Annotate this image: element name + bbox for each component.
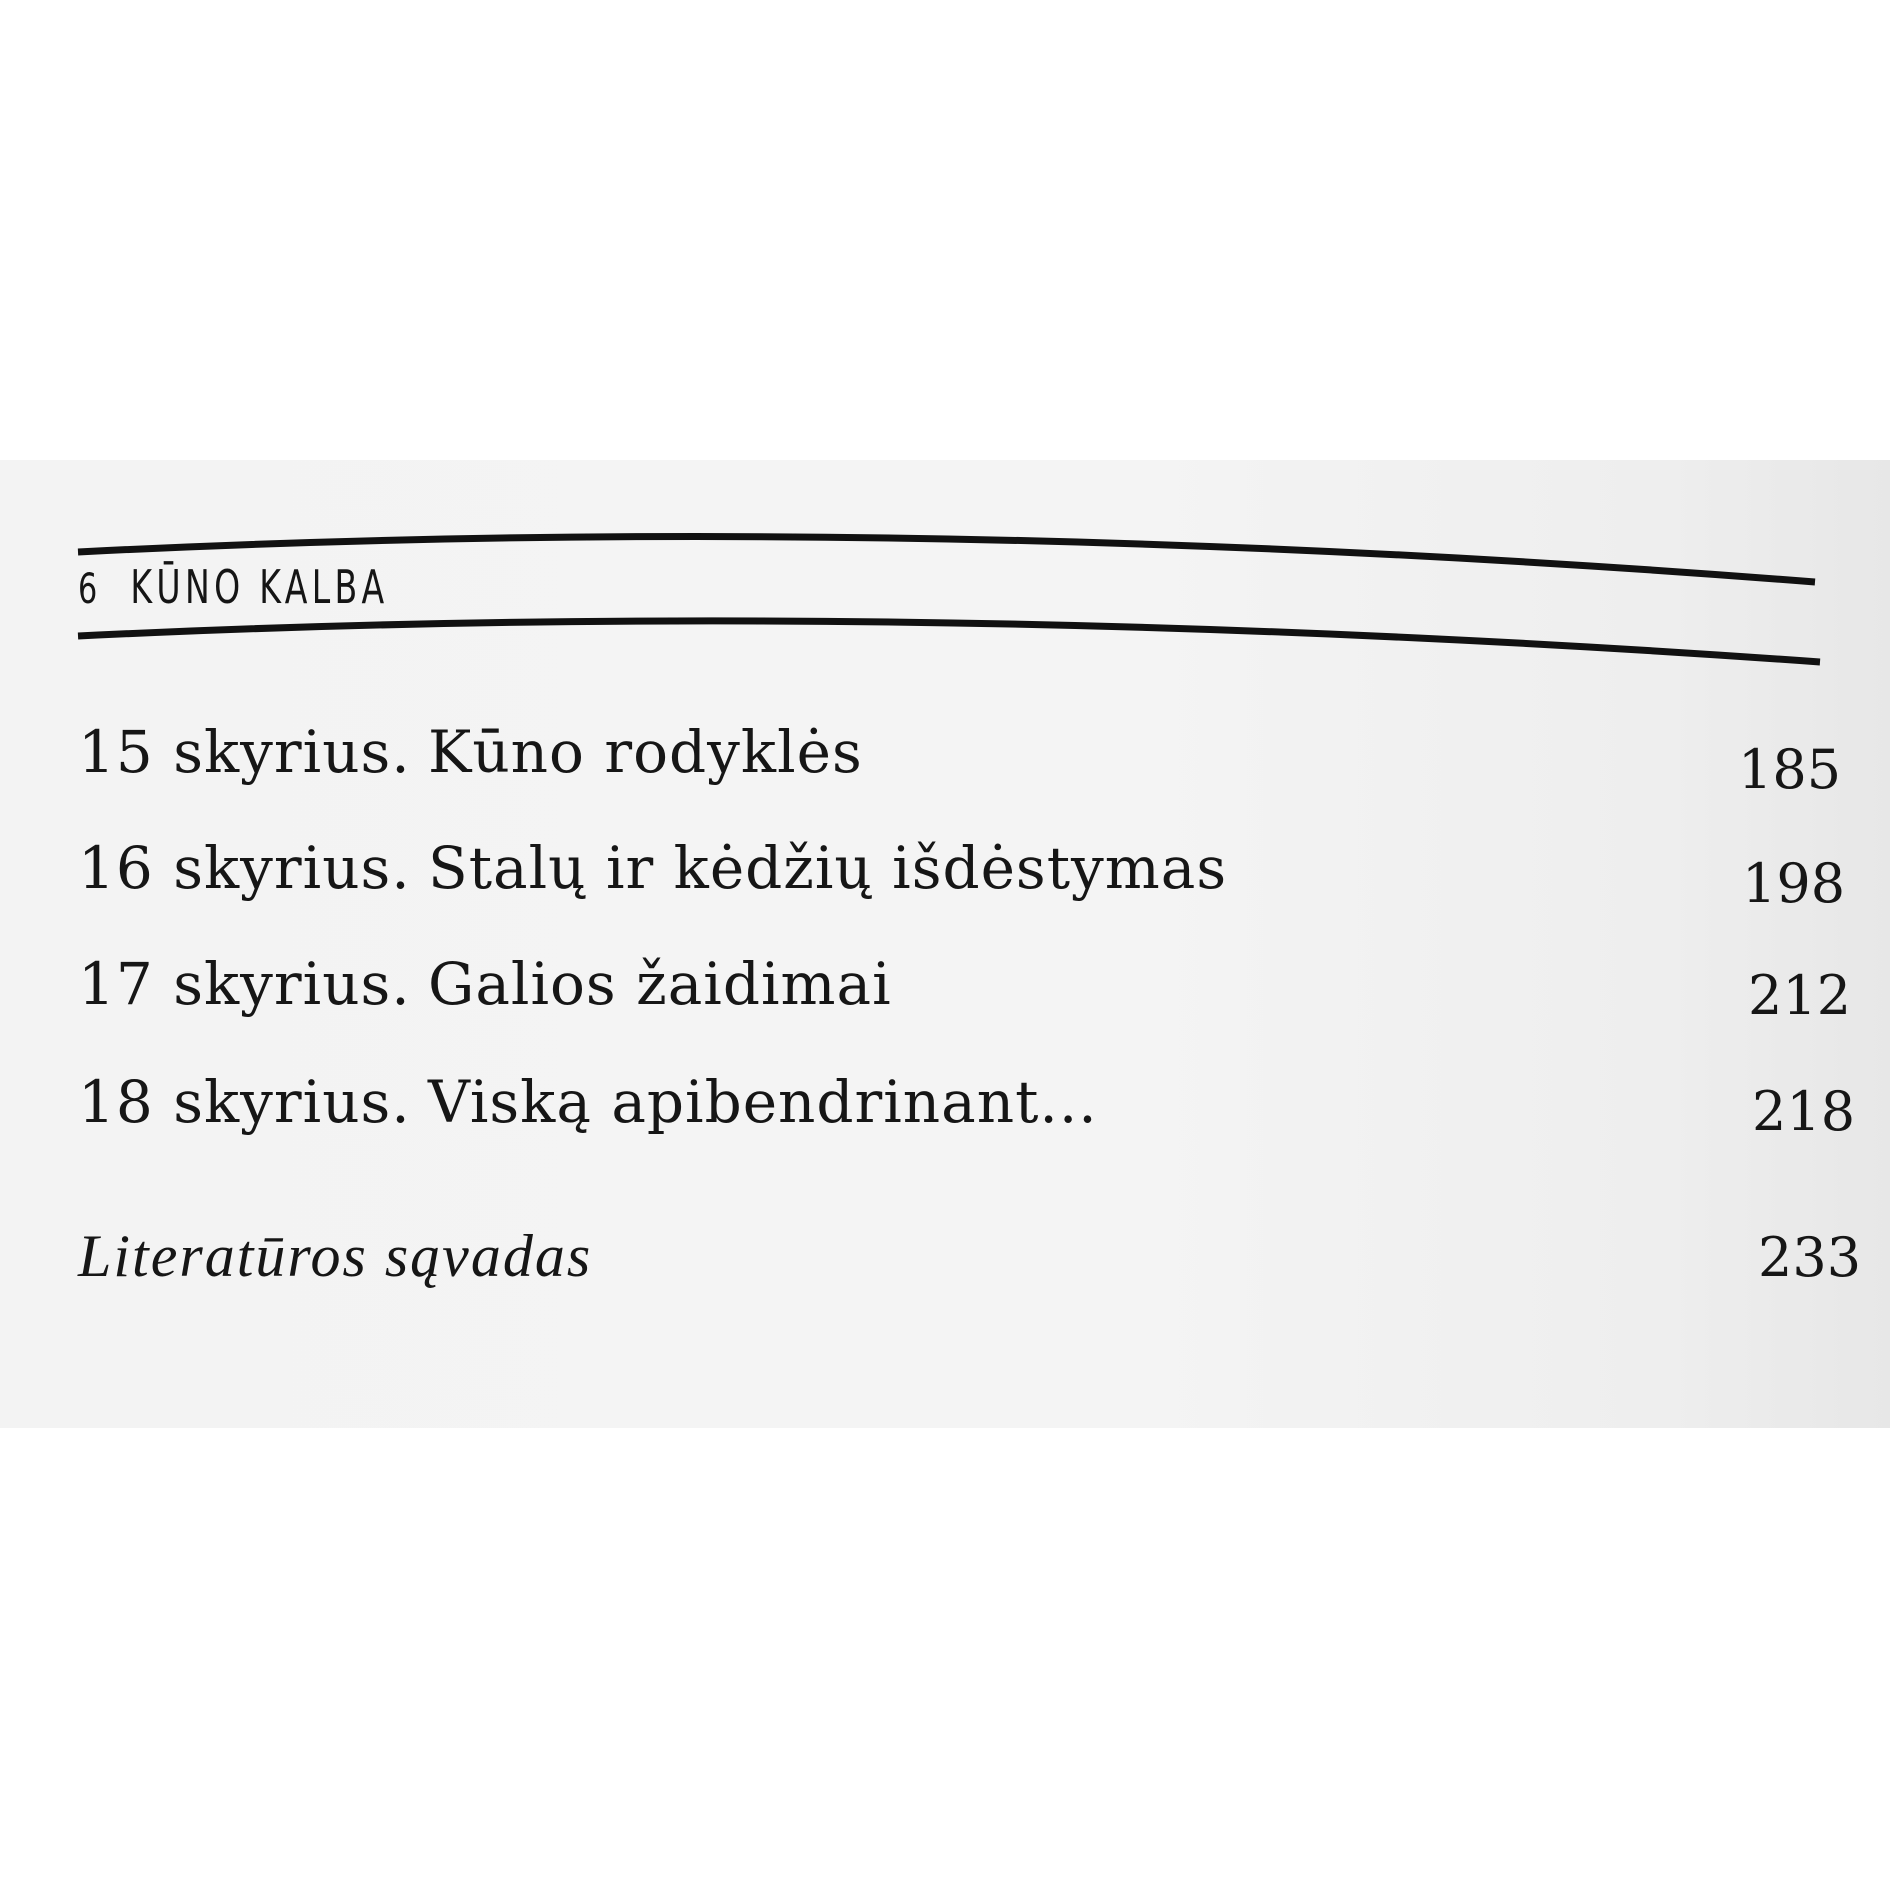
running-head (78, 560, 389, 614)
toc-entry-label: 18 skyrius. (78, 1068, 411, 1136)
toc-entry-title: Viską apibendrinant... (428, 1068, 1098, 1136)
toc-entry-page-15: 185 (1738, 738, 1842, 801)
toc-entry-16 (78, 834, 1227, 902)
toc-entry-title: Stalų ir kėdžių išdėstymas (428, 834, 1228, 902)
toc-entry-label: 16 skyrius. (78, 834, 411, 902)
toc-entry-title: Galios žaidimai (428, 950, 892, 1018)
toc-entry-page-18: 218 (1752, 1080, 1856, 1143)
header-bottom-rule (78, 621, 1820, 662)
toc-bibliography-title: Literatūros sąvadas (78, 1223, 593, 1289)
toc-entry-label: 15 skyrius. (78, 718, 411, 786)
running-head-book-title: KŪNO KALBA (130, 560, 389, 614)
toc-entry-page-17: 212 (1748, 964, 1852, 1027)
toc-entry-17 (78, 950, 892, 1018)
toc-bibliography-page: 233 (1758, 1226, 1862, 1289)
toc-entry-15 (78, 718, 863, 786)
toc-entry-page-16: 198 (1742, 852, 1846, 915)
toc-entry-label: 17 skyrius. (78, 950, 411, 1018)
toc-entry-title: Kūno rodyklės (428, 718, 863, 786)
running-head-page-number: 6 (78, 564, 102, 613)
toc-entry-18 (78, 1068, 1098, 1136)
